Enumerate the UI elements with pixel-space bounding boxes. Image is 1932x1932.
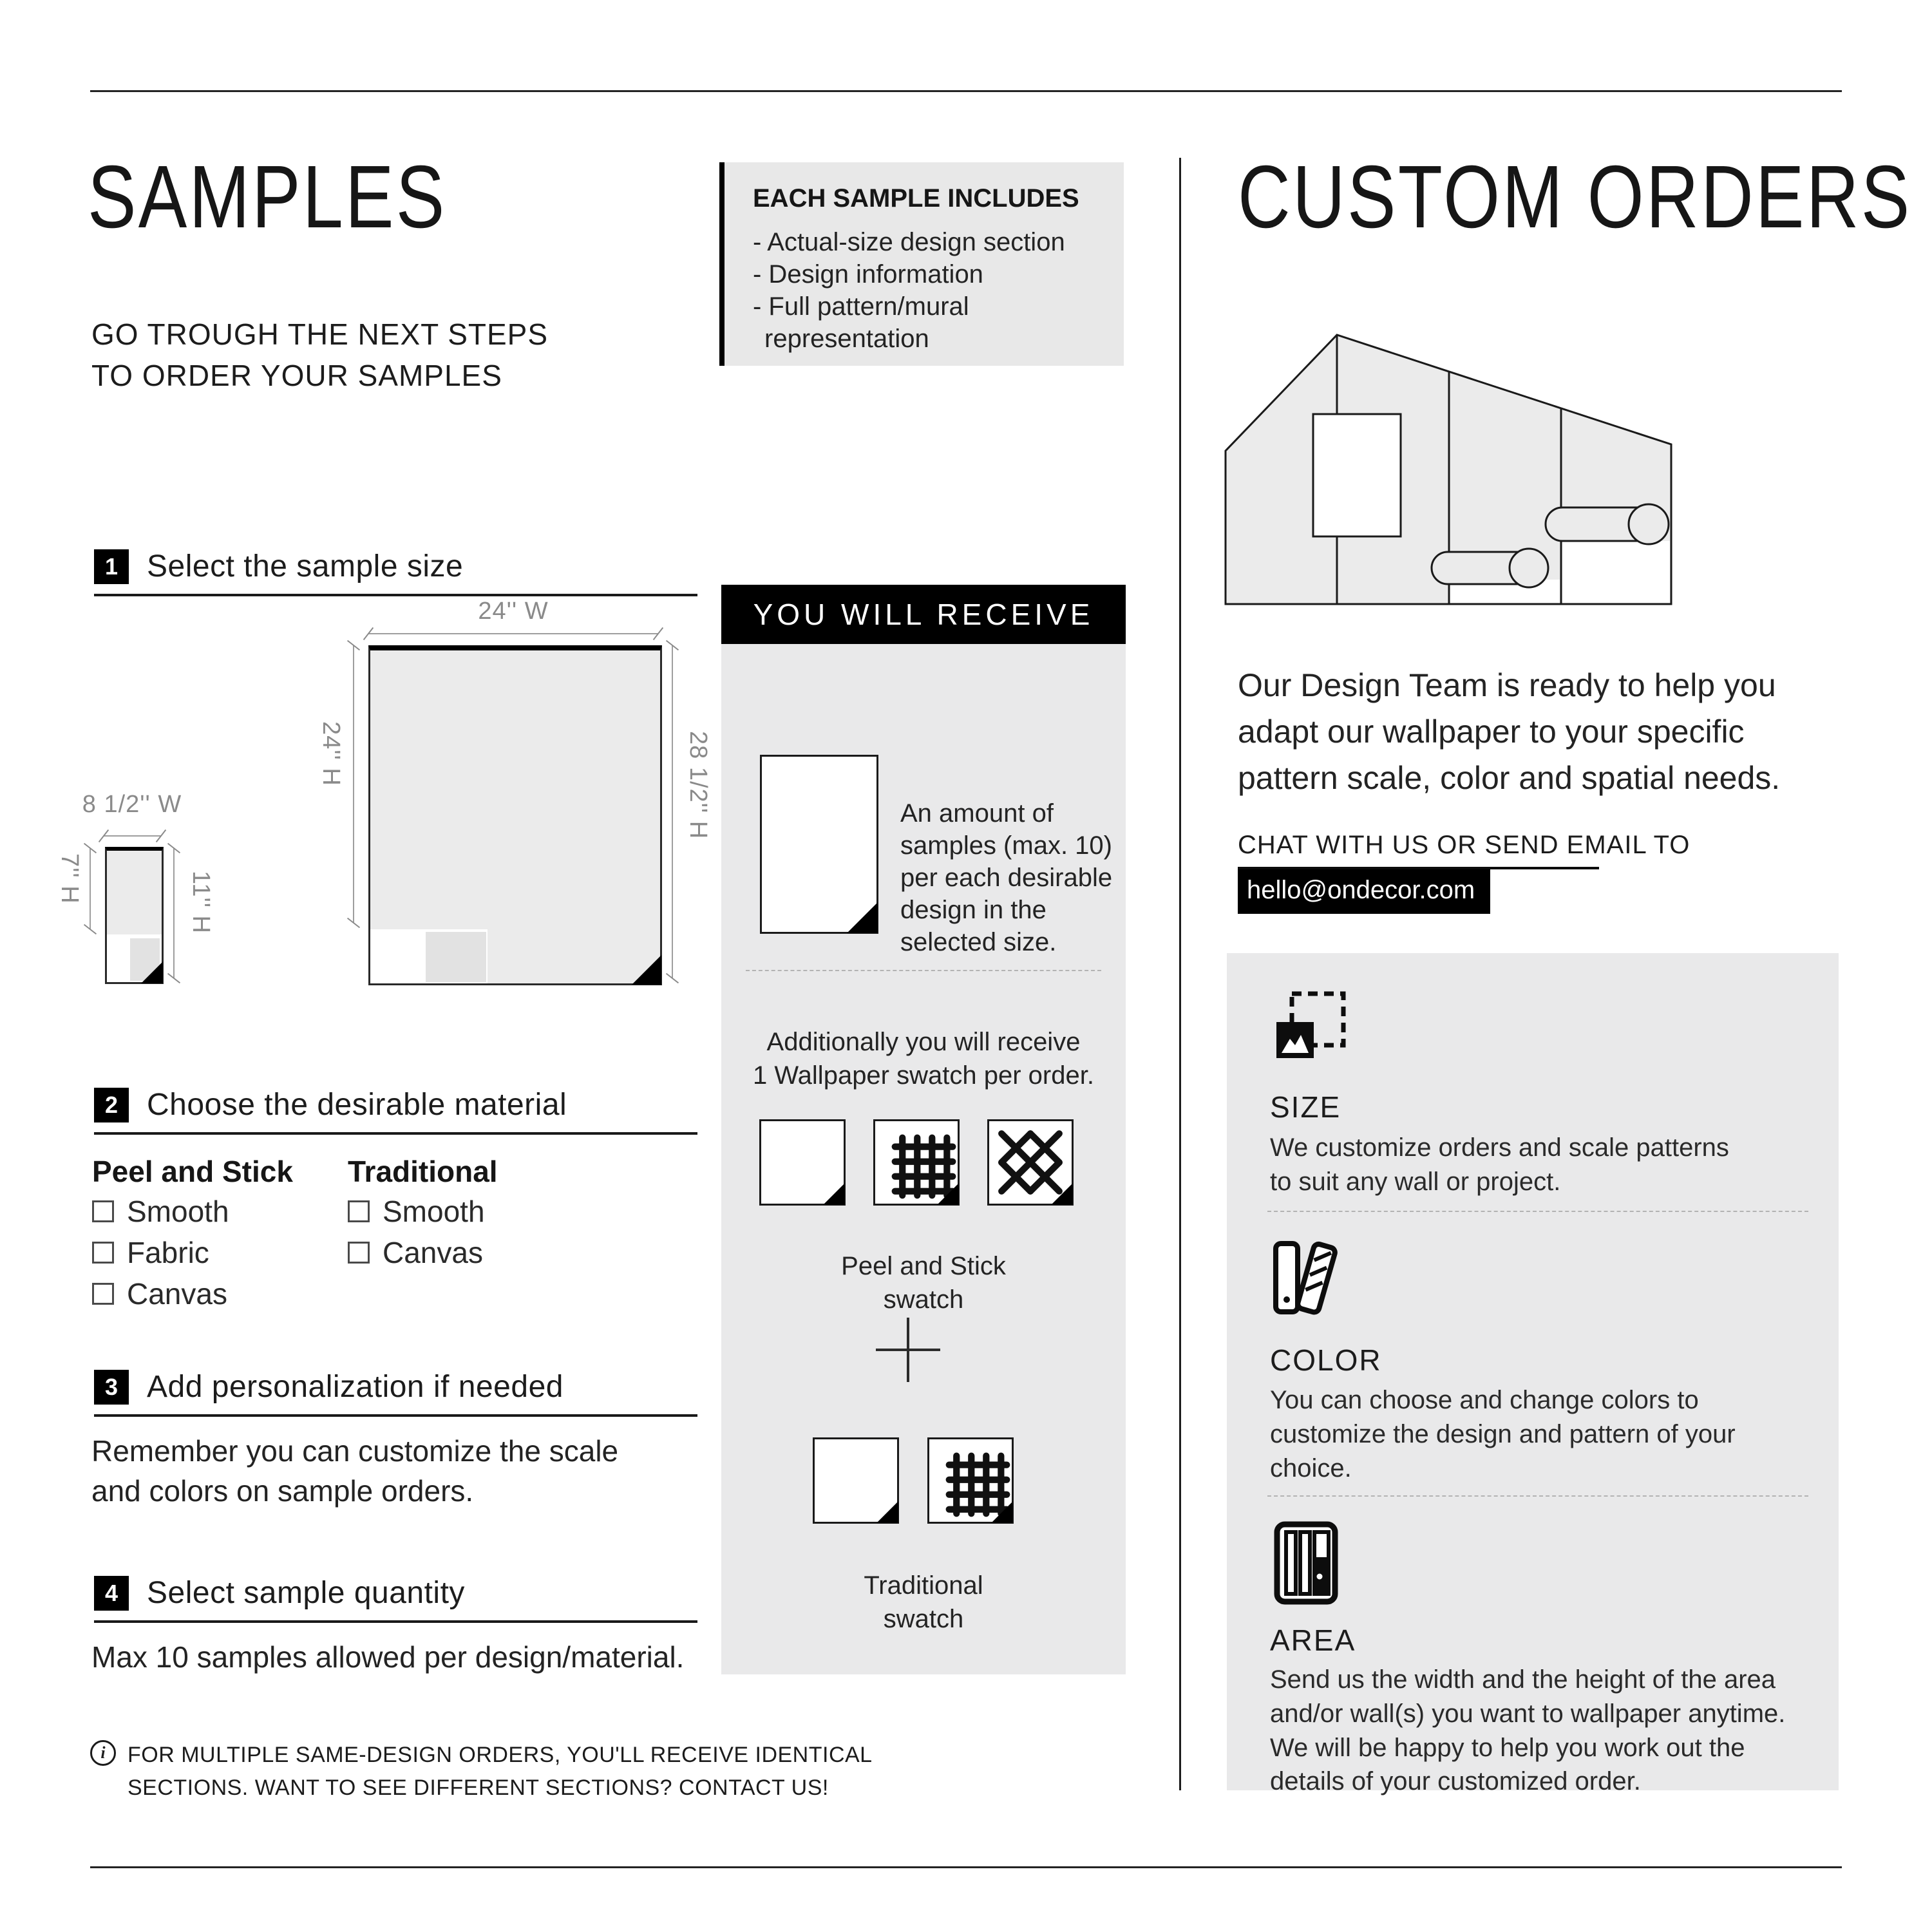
includes-item-continuation: representation: [764, 325, 929, 353]
step-3-text-line: Remember you can customize the scale: [91, 1434, 619, 1468]
additionally-line: Additionally you will receive: [766, 1028, 1081, 1056]
option-traditional-canvas[interactable]: [348, 1235, 483, 1270]
dim-label-24w: 24'' W: [478, 598, 549, 625]
checkbox-icon[interactable]: [92, 1242, 114, 1264]
note-text: [128, 1739, 873, 1804]
dim-line: [672, 645, 673, 978]
step-3-text: [91, 1431, 618, 1511]
step-3-number: 3: [94, 1370, 129, 1405]
step-2-rule: [94, 1132, 697, 1135]
option-label: Smooth: [127, 1195, 229, 1228]
step-2-header: [94, 1087, 567, 1122]
option-traditional-smooth[interactable]: [348, 1194, 485, 1229]
small-sample-diagram: [105, 847, 164, 984]
additionally-line: 1 Wallpaper swatch per order.: [753, 1061, 1094, 1090]
step-4-header: [94, 1575, 465, 1611]
size-text-line: to suit any wall or project.: [1270, 1167, 1561, 1196]
includes-title: EACH SAMPLE INCLUDES: [753, 184, 1079, 213]
dashed-divider: [1267, 1495, 1808, 1497]
color-text-line: You can choose and change colors to: [1270, 1386, 1699, 1414]
size-text-line: We customize orders and scale patterns: [1270, 1133, 1729, 1162]
paragraph-line: pattern scale, color and spatial needs.: [1238, 760, 1781, 796]
swatch-canvas-crosshatch-icon: [987, 1119, 1074, 1206]
caption-line: swatch: [883, 1605, 964, 1633]
color-heading: COLOR: [1270, 1343, 1382, 1377]
size-text: [1270, 1131, 1729, 1199]
samples-intro: [91, 314, 548, 397]
dim-line: [173, 848, 175, 978]
sample-sheet-icon: [760, 755, 878, 934]
step-3-rule: [94, 1414, 697, 1417]
grid-pattern-icon: [875, 1121, 958, 1204]
checkbox-icon[interactable]: [92, 1283, 114, 1305]
area-text-line: and/or wall(s) you want to wallpaper anytime.: [1270, 1699, 1786, 1728]
step-1-label: Select the sample size: [147, 549, 464, 583]
dim-label-28h: 28 1/2'' H: [685, 731, 712, 840]
column-divider: [1179, 158, 1181, 1790]
option-label: Smooth: [383, 1195, 485, 1228]
email-chip[interactable]: hello@ondecor.com: [1238, 869, 1490, 914]
step-3-label: Add personalization if needed: [147, 1370, 564, 1404]
step-3-text-line: and colors on sample orders.: [91, 1474, 474, 1508]
grid-pattern-icon: [929, 1439, 1012, 1522]
step-1-rule: [94, 594, 697, 596]
receive-line: samples (max. 10): [900, 831, 1112, 860]
sample-section-swatch: [426, 932, 486, 982]
checkbox-icon[interactable]: [92, 1200, 114, 1222]
receive-line: selected size.: [900, 928, 1057, 956]
swatch-fabric-grid-icon: [873, 1119, 960, 1206]
option-label: Canvas: [383, 1236, 483, 1269]
size-crop-icon: [1274, 989, 1348, 1063]
note-line: FOR MULTIPLE SAME-DESIGN ORDERS, YOU'LL RECEIVE IDENTICAL: [128, 1743, 873, 1767]
dim-label-24h: 24'' H: [317, 721, 345, 786]
color-text-line: customize the design and pattern of your: [1270, 1419, 1736, 1448]
checkbox-icon[interactable]: [348, 1200, 370, 1222]
material-col-peel-title: Peel and Stick: [92, 1155, 293, 1188]
receive-line: per each desirable: [900, 864, 1113, 892]
step-4-label: Select sample quantity: [147, 1576, 465, 1610]
step-2-label: Choose the desirable material: [147, 1088, 567, 1122]
dim-line: [353, 645, 354, 923]
area-text-line: Send us the width and the height of the area: [1270, 1665, 1776, 1694]
dim-line: [104, 835, 161, 837]
info-icon: i: [90, 1740, 116, 1766]
plus-icon: [876, 1318, 940, 1382]
large-sample-diagram: [368, 645, 662, 985]
paragraph-line: adapt our wallpaper to your specific: [1238, 714, 1745, 750]
option-peel-canvas[interactable]: [92, 1276, 227, 1311]
area-text: [1270, 1663, 1785, 1799]
includes-item: - Design information: [753, 260, 983, 289]
swatch-smooth-icon: [759, 1119, 846, 1206]
swatch-smooth-icon: [813, 1437, 899, 1524]
crosshatch-pattern-icon: [989, 1121, 1072, 1204]
caption-line: swatch: [883, 1285, 964, 1314]
receive-line: An amount of: [900, 799, 1054, 828]
option-label: Fabric: [127, 1236, 209, 1269]
dim-line: [90, 848, 91, 929]
color-swatchbook-icon: [1272, 1240, 1352, 1317]
sample-section-swatch: [130, 938, 160, 981]
top-rule: [90, 90, 1842, 92]
wallpaper-house-illustration: [1224, 319, 1674, 612]
peel-swatch-caption: [721, 1249, 1126, 1316]
receive-line: design in the: [900, 896, 1046, 924]
area-heading: AREA: [1270, 1624, 1356, 1657]
custom-orders-title: CUSTOM ORDERS: [1238, 147, 1912, 247]
you-will-receive-banner: YOU WILL RECEIVE: [721, 585, 1126, 644]
caption-line: Traditional: [864, 1571, 983, 1600]
bottom-rule: [90, 1866, 1842, 1868]
area-text-line: details of your customized order.: [1270, 1767, 1641, 1796]
step-1-header: [94, 549, 463, 584]
checkbox-icon[interactable]: [348, 1242, 370, 1264]
receive-description: [900, 797, 1112, 958]
step-2-number: 2: [94, 1088, 129, 1122]
paragraph-line: Our Design Team is ready to help you: [1238, 667, 1776, 703]
includes-item: - Full pattern/mural: [753, 292, 969, 321]
area-text-line: We will be happy to help you work out the: [1270, 1733, 1745, 1762]
intro-line: TO ORDER YOUR SAMPLES: [91, 359, 502, 393]
step-4-number: 4: [94, 1576, 129, 1611]
chat-label: CHAT WITH US OR SEND EMAIL TO: [1238, 831, 1690, 859]
includes-item: - Actual-size design section: [753, 228, 1065, 256]
dashed-divider: [1267, 1211, 1808, 1212]
additionally-text: [721, 1025, 1126, 1092]
includes-accent-bar: [719, 162, 724, 366]
dim-line: [368, 633, 658, 634]
dashed-divider: [746, 970, 1101, 971]
dim-label-7h: 7'' H: [56, 853, 83, 904]
area-wall-panels-icon: [1274, 1521, 1338, 1605]
intro-line: GO TROUGH THE NEXT STEPS: [91, 317, 549, 351]
step-4-rule: [94, 1620, 697, 1623]
option-peel-smooth[interactable]: [92, 1194, 229, 1229]
dim-label-11h: 11'' H: [187, 871, 214, 934]
each-sample-includes-box: [724, 162, 1124, 366]
swatch-fabric-grid-icon: [927, 1437, 1014, 1524]
design-team-paragraph: [1238, 662, 1780, 801]
option-label: Canvas: [127, 1277, 227, 1311]
size-heading: SIZE: [1270, 1090, 1341, 1124]
note-line: SECTIONS. WANT TO SEE DIFFERENT SECTIONS? CONTACT US!: [128, 1776, 829, 1800]
step-3-header: [94, 1369, 564, 1405]
identical-sections-note: [90, 1739, 873, 1804]
dim-label-8w: 8 1/2'' W: [82, 791, 182, 818]
color-text: [1270, 1383, 1736, 1485]
material-col-traditional-title: Traditional: [348, 1155, 498, 1188]
color-text-line: choice.: [1270, 1454, 1352, 1482]
step-4-text: Max 10 samples allowed per design/material.: [91, 1640, 685, 1674]
option-peel-fabric[interactable]: [92, 1235, 209, 1270]
step-1-number: 1: [94, 549, 129, 584]
traditional-swatch-caption: [721, 1569, 1126, 1636]
caption-line: Peel and Stick: [841, 1252, 1006, 1280]
samples-title: SAMPLES: [88, 147, 447, 247]
